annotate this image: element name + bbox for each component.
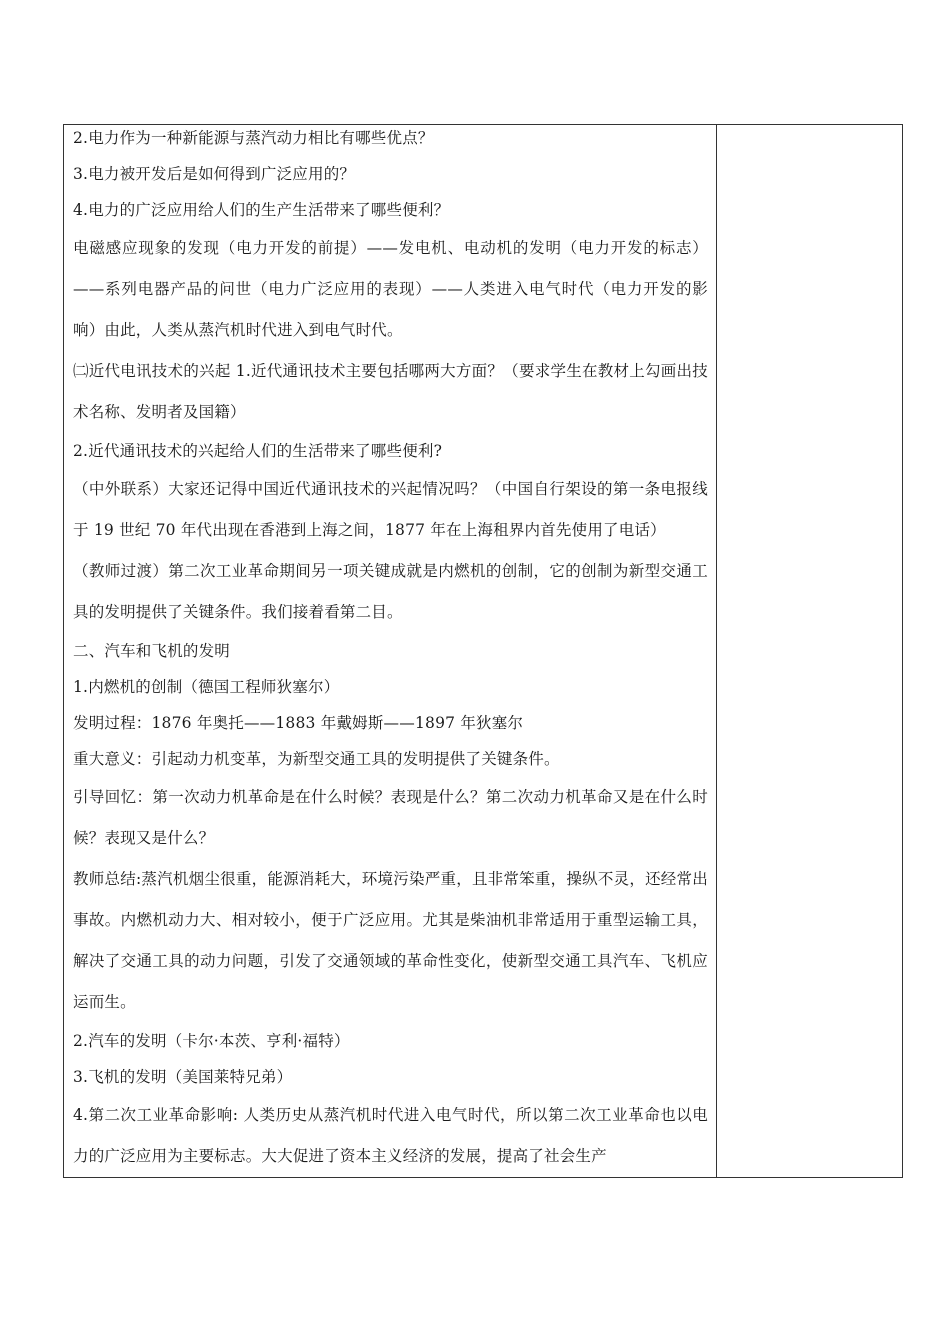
lesson-table — [63, 124, 903, 1178]
china-telecom-note: （中外联系）大家还记得中国近代通讯技术的兴起情况吗？（中国自行架设的第一条电报线于 19 世纪 70 年代出现在香港到上海之间，1877 年在上海租界内首先使用了电话） — [73, 480, 708, 539]
question-electricity-advantages: 2.电力作为一种新能源与蒸汽动力相比有哪些优点？ — [73, 129, 434, 147]
telecom-question-2: 2.近代通讯技术的兴起给人们的生活带来了哪些便利? — [73, 442, 443, 460]
question-electricity-convenience: 4.电力的广泛应用给人们的生产生活带来了哪些便利？ — [73, 201, 450, 219]
combustion-engine-heading: 1.内燃机的创制（德国工程师狄塞尔） — [73, 678, 340, 696]
airplane-invention: 3.飞机的发明（美国莱特兄弟） — [73, 1068, 293, 1086]
guided-recall: 引导回忆：第一次动力机革命是在什么时候？表现是什么？第二次动力机革命又是在什么时候？表现又是什么？ — [73, 788, 708, 847]
electricity-summary: 电磁感应现象的发现（电力开发的前提）——发电机、电动机的发明（电力开发的标志）——系列电器产品的问世（电力广泛应用的表现）——人类进入电气时代（电力开发的影响）由此，人类从蒸汽机时代进入到电气时代。 — [73, 239, 708, 339]
question-electricity-application: 3.电力被开发后是如何得到广泛应用的？ — [73, 165, 356, 183]
car-invention: 2.汽车的发明（卡尔·本茨、亨利·福特） — [73, 1032, 350, 1050]
section-heading-cars-planes: 二、汽车和飞机的发明 — [73, 642, 231, 660]
lesson-content-cell — [64, 125, 717, 1177]
teacher-transition: （教师过渡）第二次工业革命期间另一项关键成就是内燃机的创制，它的创制为新型交通工具的发明提供了关键条件。我们接着看第二目。 — [73, 562, 708, 621]
significance: 重大意义：引起动力机变革，为新型交通工具的发明提供了关键条件。 — [73, 750, 560, 768]
notes-cell — [717, 125, 902, 1177]
revolution-impact: 4.第二次工业革命影响: 人类历史从蒸汽机时代进入电气时代，所以第二次工业革命也以电力的广泛应用为主要标志。大大促进了资本主义经济的发展，提高了社会生产 — [73, 1106, 708, 1165]
invention-process: 发明过程：1876 年奥托——1883 年戴姆斯——1897 年狄塞尔 — [73, 714, 524, 732]
teacher-summary: 教师总结:蒸汽机烟尘很重，能源消耗大，环境污染严重，且非常笨重，操纵不灵，还经常出事故。内燃机动力大、相对较小，便于广泛应用。尤其是柴油机非常适用于重型运输工具，解决了交通工具的动力问题，引发了交通领域的革命性变化，使新型交通工具汽车、飞机应运而生。 — [73, 870, 708, 1011]
telecom-section-question: ㈡近代电讯技术的兴起 1.近代通讯技术主要包括哪两大方面？（要求学生在教材上勾画出技术名称、发明者及国籍） — [73, 362, 708, 421]
